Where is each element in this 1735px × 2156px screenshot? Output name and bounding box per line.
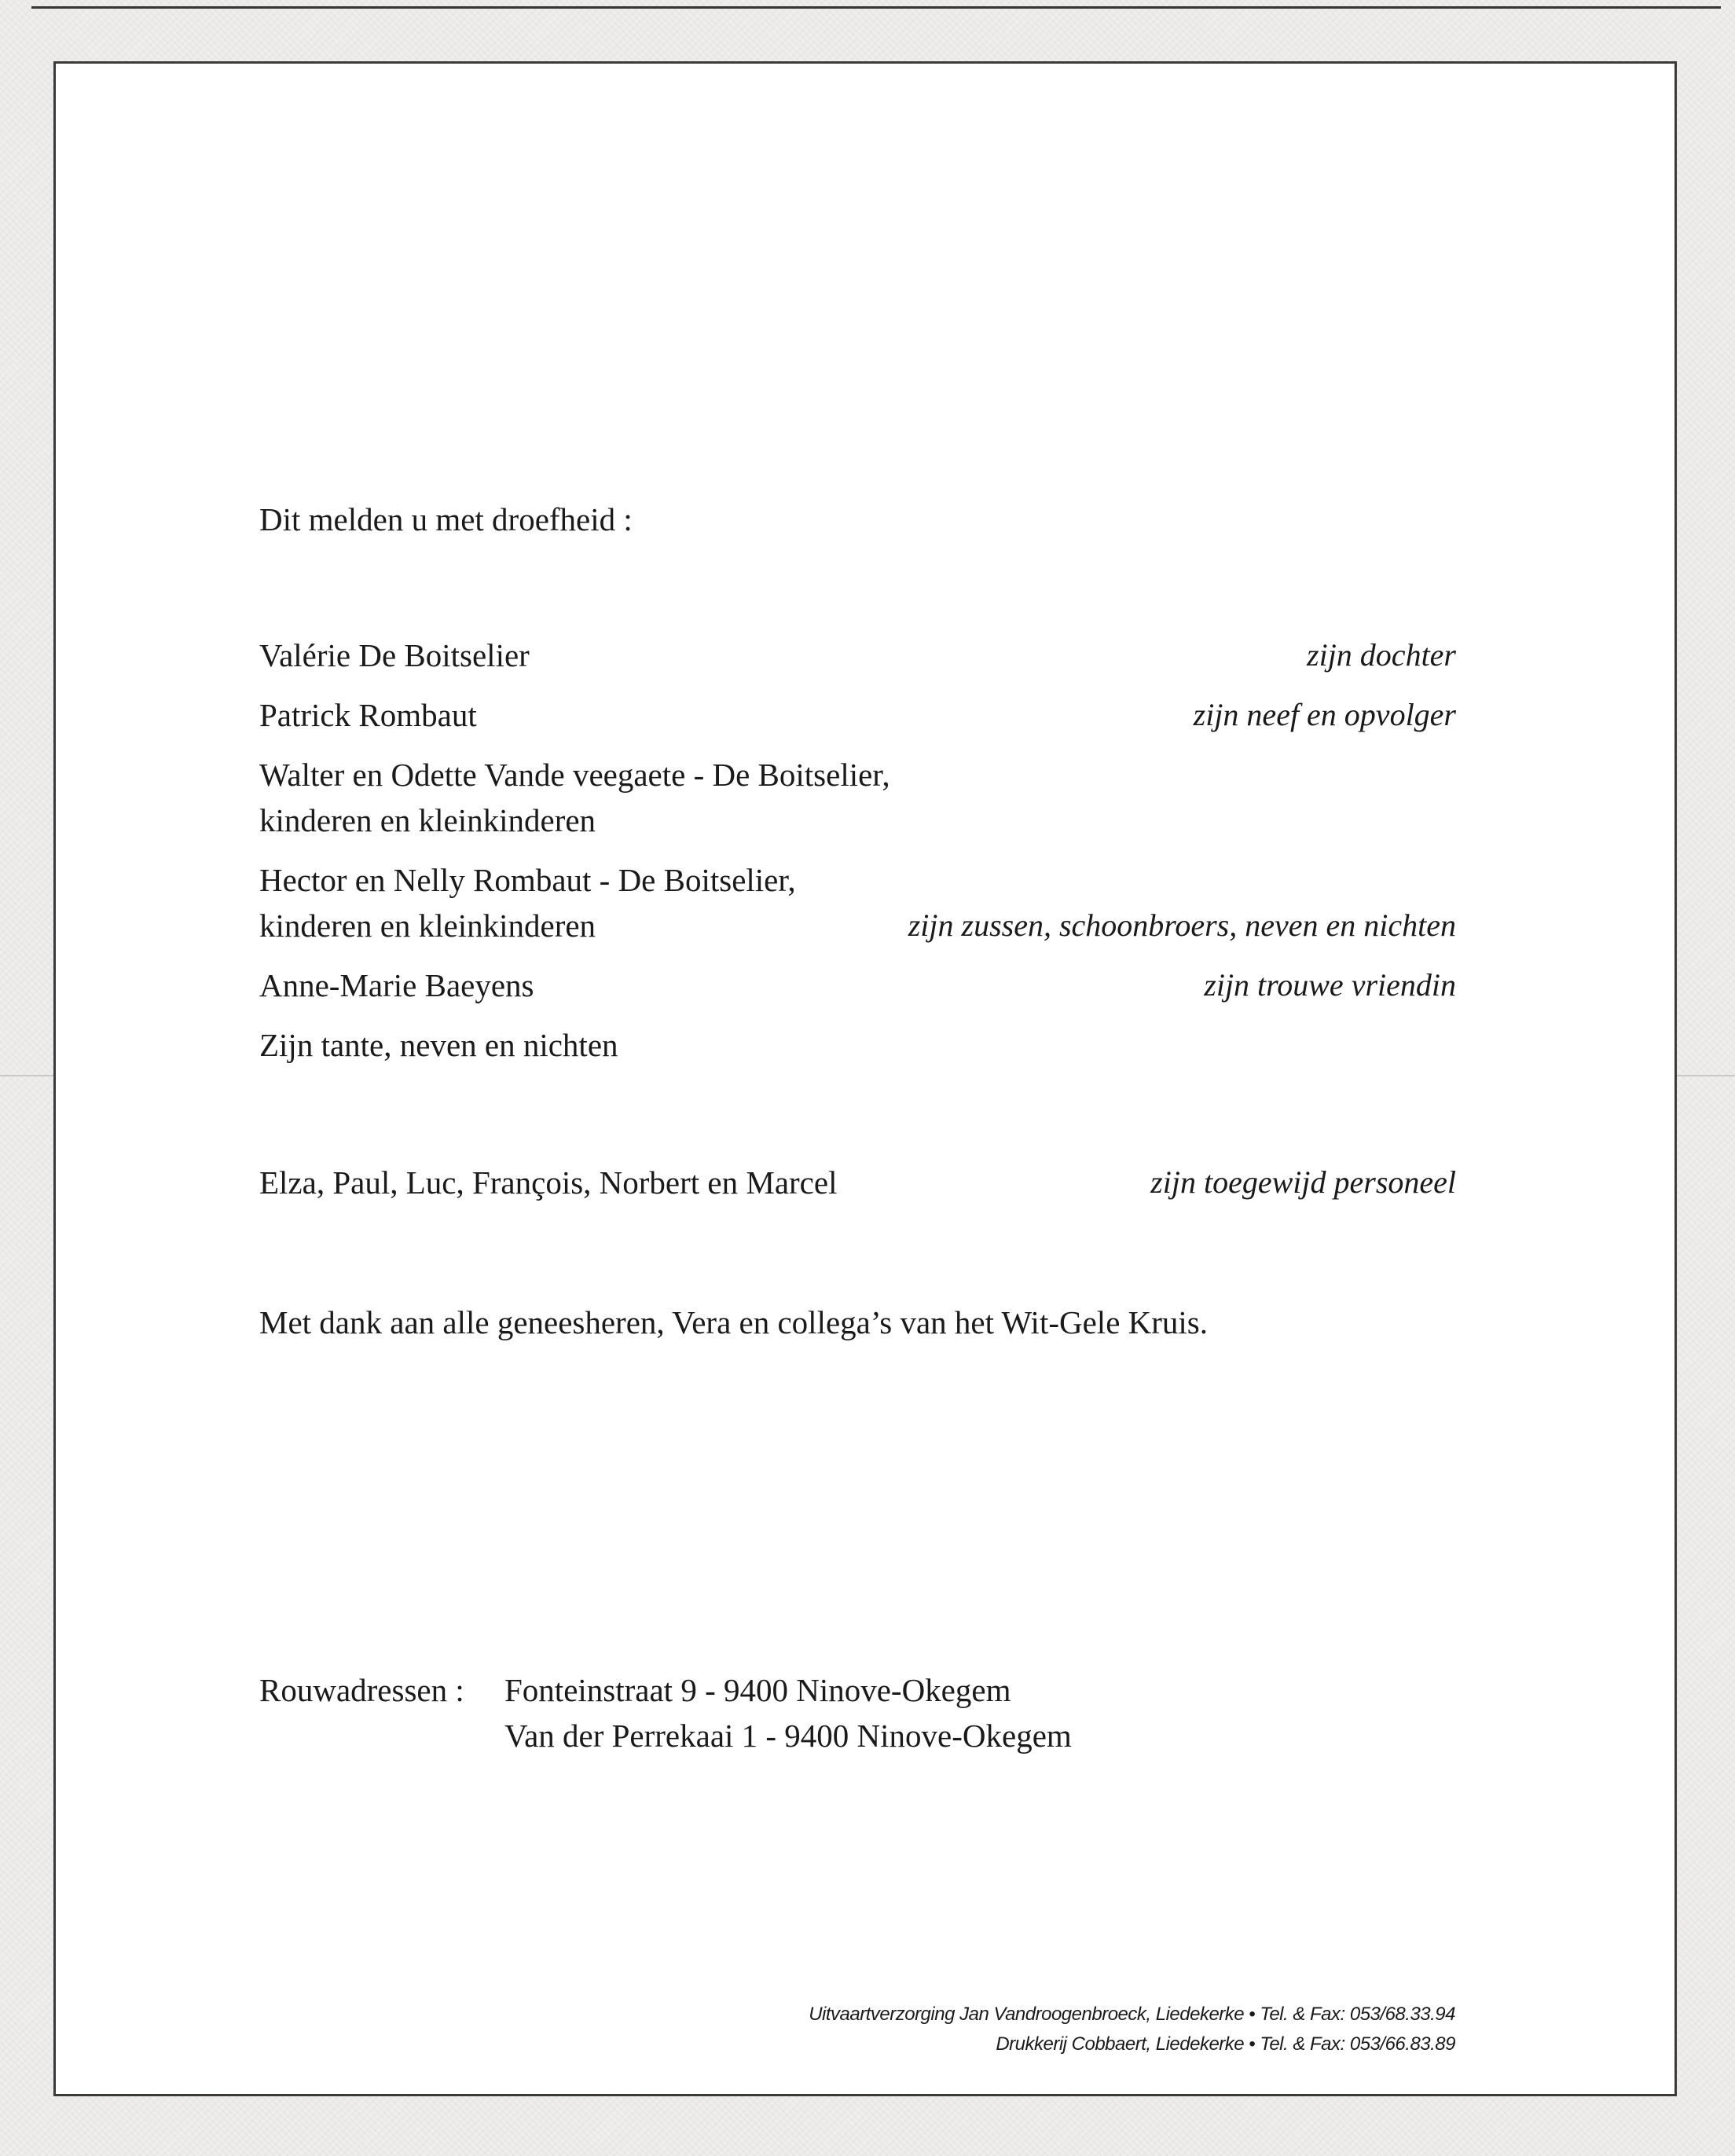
mourner-relation: zijn neef en opvolger [1193,697,1456,732]
fold-line-left [0,1075,53,1076]
mourner-name-continued: kinderen en kleinkinderen [259,908,596,944]
thanks-line: Met dank aan alle geneesheren, Vera en collega’s van het Wit-Gele Kruis. [259,1304,1208,1340]
mourner-name: Valérie De Boitselier [259,637,530,673]
mourner-name: Walter en Odette Vande veegaete - De Boitselier, [259,757,890,793]
mourner-relation: zijn zussen, schoonbroers, neven en nichten [908,908,1456,943]
mourner-relation: zijn dochter [1307,637,1456,673]
mourning-card [53,61,1677,2096]
mourner-relation: zijn trouwe vriendin [1204,967,1456,1003]
mourner-name: Anne-Marie Baeyens [259,967,534,1003]
mourner-name-continued: kinderen en kleinkinderen [259,802,596,838]
address-line: Fonteinstraat 9 - 9400 Ninove-Okegem [504,1672,1011,1708]
printer-credit: Drukkerij Cobbaert, Liedekerke • Tel. & Fax: 053/66.83.89 [996,2033,1455,2055]
top-edge-line [31,6,1721,9]
mourner-name: Zijn tante, neven en nichten [259,1027,618,1063]
funeral-director-credit: Uitvaartverzorging Jan Vandroogenbroeck, Liedekerke • Tel. & Fax: 053/68.33.94 [809,2004,1455,2025]
mourner-name: Hector en Nelly Rombaut - De Boitselier, [259,862,796,898]
intro-line: Dit melden u met droefheid : [259,501,633,537]
fold-line-right [1677,1075,1735,1076]
addresses-label: Rouwadressen : [259,1672,464,1708]
staff-names: Elza, Paul, Luc, François, Norbert en Marcel [259,1164,838,1201]
staff-relation: zijn toegewijd personeel [1150,1164,1456,1200]
mourner-name: Patrick Rombaut [259,697,477,733]
address-line: Van der Perrekaai 1 - 9400 Ninove-Okegem [504,1718,1072,1754]
